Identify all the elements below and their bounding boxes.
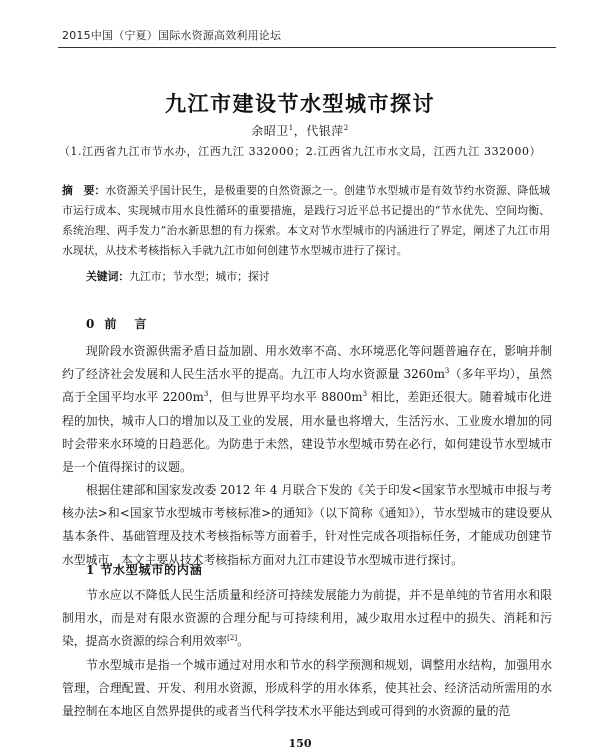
- affiliations: （1.江西省九江市节水办，江西九江 332000；2.江西省九江市水文局，江西九江 332000）: [58, 145, 542, 158]
- running-head: 2015中国（宁夏）国际水资源高效利用论坛: [62, 29, 282, 42]
- affiliation-mark: 1: [288, 124, 294, 132]
- paragraph-text: ，但与世界平均水平 8800m: [208, 390, 363, 405]
- abstract-text: 水资源关乎国计民生，是极重要的自然资源之一。创建节水型城市是有效节约水资源、降低城市运行成本、实现城市用水良性循环的重要措施，是践行习近平总书记提出的“节水优先、空间均衡、系统治理、两手发力”治水新思想的有力探索。本文对节水型城市的内涵进行了界定，阐述了九江市用水现状，从技术考核指标入手就九江市如何创建节水型城市进行了探讨。: [62, 184, 551, 257]
- affiliation-mark: 2: [343, 124, 349, 132]
- keywords-label: 关键词：: [86, 270, 130, 283]
- paragraph: [62, 340, 552, 479]
- paragraph: 根据住建部和国家发改委 2012 年 4 月联合下发的《关于印发<国家节水型城市申报与考核办法>和<国家节水型城市考核标准>的通知》（以下简称《通知》），节水型城市的建设要从基本条件、基础管理及技术考核指标等方面着手，针对性完成各项指标任务，才能成功创建节水型城市，本文主要从技术考核指标方面对九江市建设节水型城市进行探讨。: [62, 483, 552, 567]
- section-heading-intro: 0 前 言: [86, 317, 150, 331]
- citation-ref: [2]: [227, 634, 238, 643]
- page-number: 150: [288, 737, 312, 750]
- author-line: [0, 122, 600, 139]
- superscript: 3: [203, 390, 209, 399]
- author-separator: ，: [293, 124, 307, 138]
- paragraph-text: （多年平均），虽然高于全国平均水平 2200m: [62, 367, 552, 405]
- paper-title: 九江市建设节水型城市探讨: [165, 91, 435, 116]
- superscript: 3: [444, 367, 450, 376]
- abstract-label: 摘 要：: [62, 184, 106, 197]
- keywords: [86, 269, 556, 284]
- superscript: 3: [362, 390, 368, 399]
- keywords-text: 九江市；节水型；城市；探讨: [129, 270, 270, 283]
- paragraph-text: 节水应以不降低人民生活质量和经济可持续发展能力为前提，并不是单纯的节省用水和限制用水，而是对有限水资源的合理分配与可持续利用，减少取用水过程中的损失、消耗和污染，提高水资源的综合利用效率: [62, 588, 552, 649]
- section-heading-1: 1 节水型城市的内涵: [86, 563, 203, 577]
- paragraph: [62, 584, 552, 654]
- paragraph-text: 现阶段水资源供需矛盾日益加剧、用水效率不高、水环境恶化等问题普遍存在，影响并制约了经济社会发展和人民生活水平的提高。九江市人均水资源量 3260m: [62, 344, 552, 382]
- author-name: 余昭卫: [251, 124, 289, 138]
- paragraph: 节水型城市是指一个城市通过对用水和节水的科学预测和规划，调整用水结构，加强用水管理，合理配置、开发、利用水资源，形成科学的用水体系，使其社会、经济活动所需用的水量控制在本地区自然界提供的或者当代科学技术水平能达到或可得到的水资源的量的范: [62, 658, 552, 719]
- abstract: [62, 181, 550, 261]
- paragraph-text: 。: [237, 634, 249, 649]
- author-name: 代银萍: [306, 124, 344, 138]
- header-rule: [58, 47, 556, 48]
- paragraph-text: 相比，差距还很大。随着城市化进程的加快，城市人口的增加以及工业的发展，用水量也将增大，生活污水、工业废水增加的同时会带来水环境的日趋恶化。为防患于未然，建设节水型城市势在必行，如何建设节水型城市是一个值得探讨的议题。: [62, 390, 552, 475]
